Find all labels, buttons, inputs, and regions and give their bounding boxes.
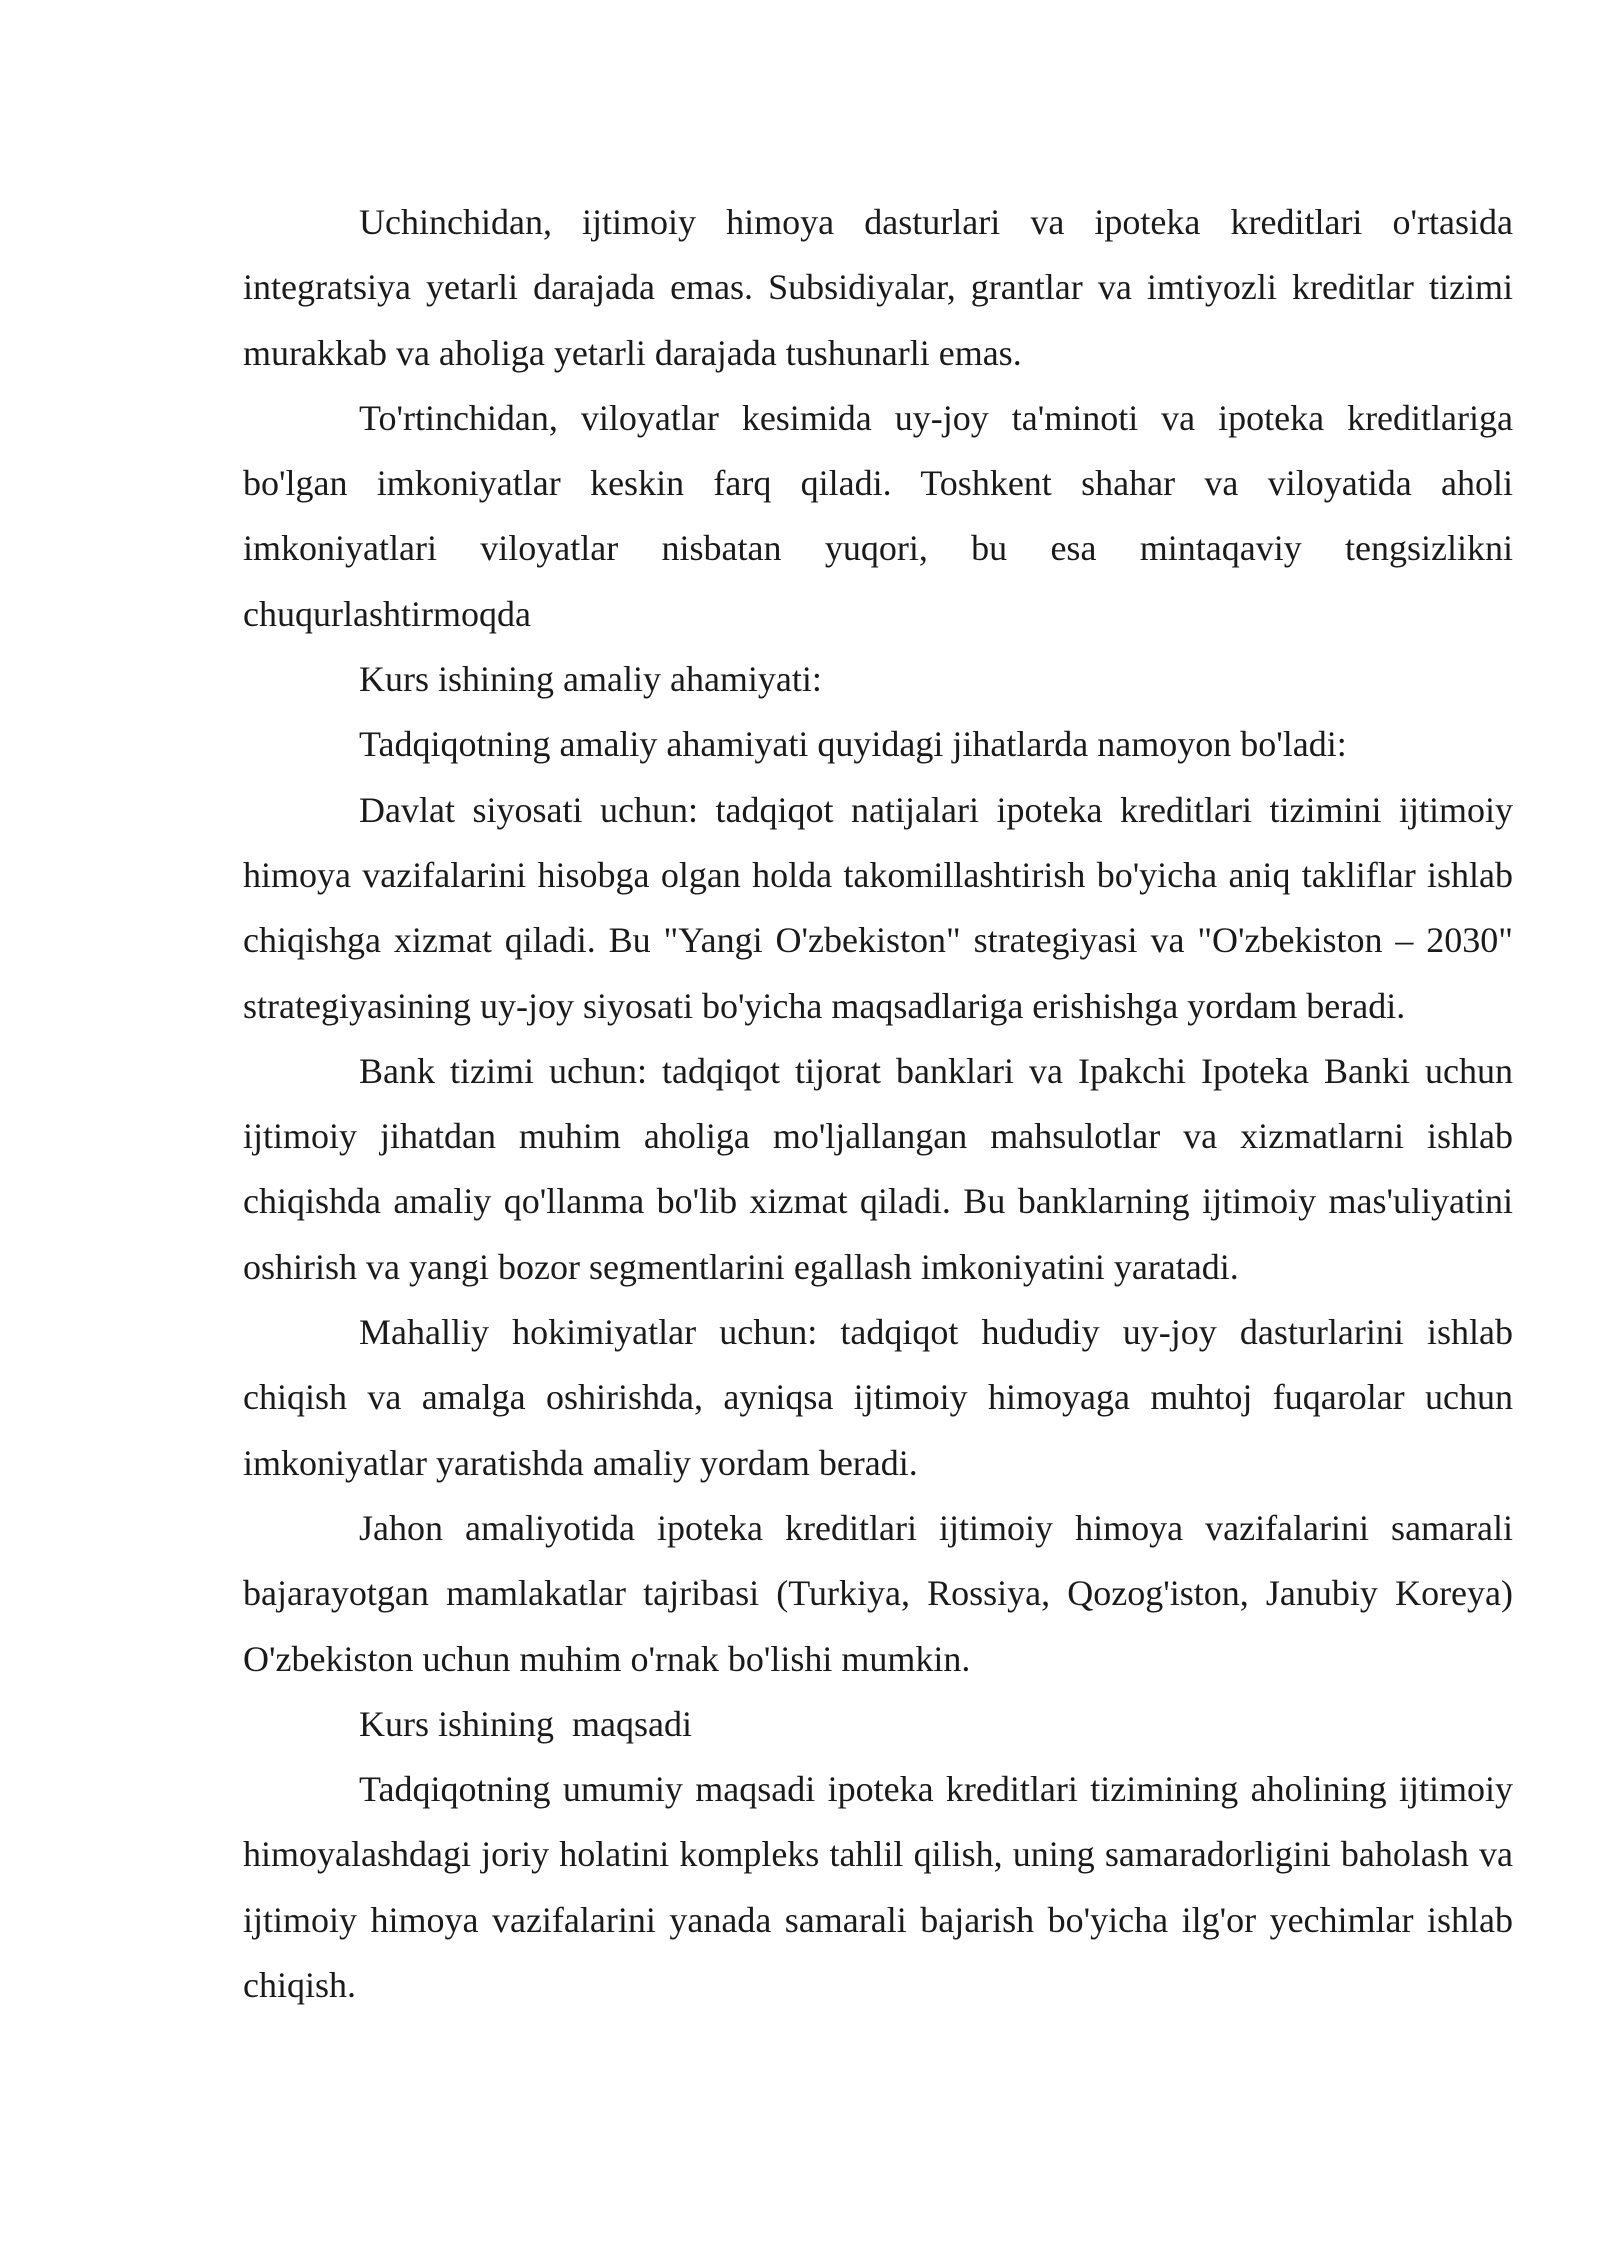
paragraph-state-policy: Davlat siyosati uchun: tadqiqot natijalari ipoteka kreditlari tizimini ijtimoiy himoya vazifalarini hisobga olgan holda takomillashtirish bo'yicha aniq takliflar ishlab chiqishga xizmat qiladi. Bu "Yangi O'zbekiston" strategiyasi va "O'zbekiston – 2030" strategiyasining uy-joy siyosati bo'yicha maqsadlariga erishishga yordam beradi.	[243, 789, 1513, 1026]
paragraph-practical-intro: Tadqiqotning amaliy ahamiyati quyidagi jihatlarda namoyon bo'ladi:	[359, 724, 1347, 765]
paragraph-world-practice: Jahon amaliyotida ipoteka kreditlari ijtimoiy himoya vazifalarini samarali bajarayotgan mamlakatlar tajribasi (Turkiya, Rossiya, Qozog'iston, Janubiy Koreya) O'zbekiston uchun muhim o'rnak bo'lishi mumkin.	[243, 1507, 1513, 1679]
heading-practical-significance: Kurs ishining amaliy ahamiyati:	[359, 659, 822, 700]
paragraph-research-goal: Tadqiqotning umumiy maqsadi ipoteka kreditlari tizimining aholining ijtimoiy himoyalashdagi joriy holatini kompleks tahlil qilish, uning samaradorligini baholash va ijtimoiy himoya vazifalarini yanada samarali bajarish bo'yicha ilg'or yechimlar ishlab chiqish.	[243, 1769, 1513, 2006]
paragraph-local-authorities: Mahalliy hokimiyatlar uchun: tadqiqot hududiy uy-joy dasturlarini ishlab chiqish va amalga oshirishda, ayniqsa ijtimoiy himoyaga muhtoj fuqarolar uchun imkoniyatlar yaratishda amaliy yordam beradi.	[243, 1312, 1513, 1483]
paragraph-third-problem: Uchinchidan, ijtimoiy himoya dasturlari va ipoteka kreditlari o'rtasida integratsiya yetarli darajada emas. Subsidiyalar, grantlar va imtiyozli kreditlar tizimi murakkab va aholiga yetarli darajada tushunarli emas.	[243, 202, 1513, 373]
document-page	[243, 190, 1513, 2018]
heading-course-goal: Kurs ishining maqsadi	[359, 1703, 692, 1744]
paragraph-bank-system: Bank tizimi uchun: tadqiqot tijorat banklari va Ipakchi Ipoteka Banki uchun ijtimoiy jihatdan muhim aholiga mo'ljallangan mahsulotlar va xizmatlarni ishlab chiqishda amaliy qo'llanma bo'lib xizmat qiladi. Bu banklarning ijtimoiy mas'uliyatini oshirish va yangi bozor segmentlarini egallash imkoniyatini yaratadi.	[243, 1050, 1513, 1287]
paragraph-fourth-problem: To'rtinchidan, viloyatlar kesimida uy-joy ta'minoti va ipoteka kreditlariga bo'lgan imkoniyatlar keskin farq qiladi. Toshkent shahar va viloyatida aholi imkoniyatlari viloyatlar nisbatan yuqori, bu esa mintaqaviy tengsizlikni chuqurlashtirmoqda	[243, 397, 1513, 634]
